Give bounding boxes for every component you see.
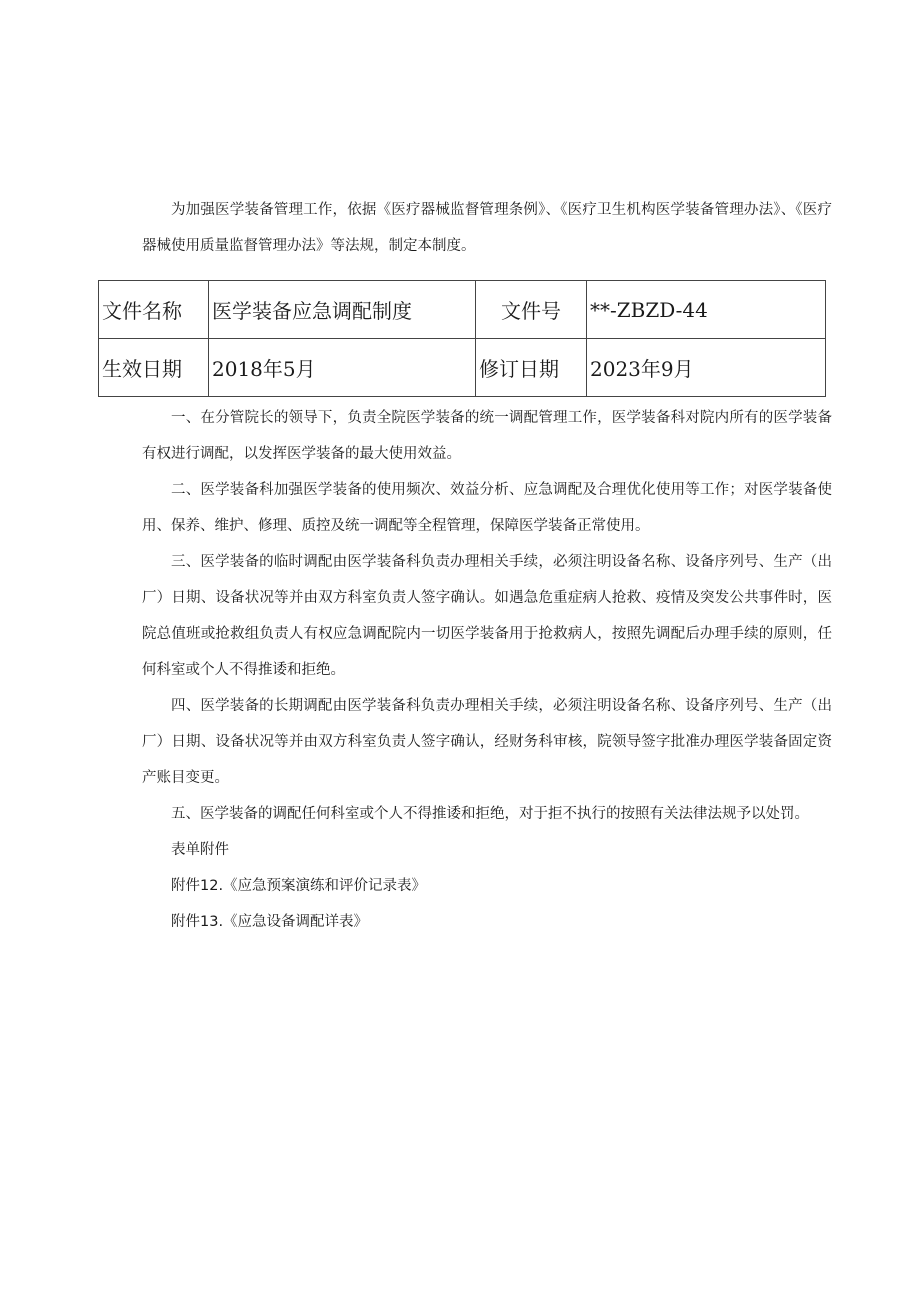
info-row-2 [99, 339, 826, 397]
attachment-item: 附件12.《应急预案演练和评价记录表》 [171, 878, 427, 894]
file-name-label: 文件名称 [99, 281, 209, 339]
attachment-item: 附件13.《应急设备调配详表》 [171, 914, 369, 930]
info-row-1 [99, 281, 826, 339]
revision-date-value: 2023年9月 [587, 339, 826, 397]
intro-paragraph: 为加强医学装备管理工作，依据《医疗器械监督管理条例》、《医疗卫生机构医学装备管理办法》、《医疗器械使用质量监督管理办法》等法规，制定本制度。 [142, 202, 832, 254]
clauses-section [142, 400, 832, 940]
effective-date-value: 2018年5月 [209, 339, 476, 397]
clause-1: 一、在分管院长的领导下，负责全院医学装备的统一调配管理工作，医学装备科对院内所有的医学装备有权进行调配，以发挥医学装备的最大使用效益。 [142, 410, 832, 462]
attachments-heading: 表单附件 [171, 842, 229, 858]
clause-3: 三、医学装备的临时调配由医学装备科负责办理相关手续，必须注明设备名称、设备序列号、生产（出厂）日期、设备状况等并由双方科室负责人签字确认。如遇急危重症病人抢救、疫情及突发公共事件时，医院总值班或抢救组负责人有权应急调配院内一切医学装备用于抢救病人，按照先调配后办理手续的原则，任何科室或个人不得推诿和拒绝。 [142, 554, 832, 678]
clause-4: 四、医学装备的长期调配由医学装备科负责办理相关手续，必须注明设备名称、设备序列号、生产（出厂）日期、设备状况等并由双方科室负责人签字确认，经财务科审核，院领导签字批准办理医学装备固定资产账目变更。 [142, 698, 832, 786]
revision-date-label: 修订日期 [476, 339, 587, 397]
file-number-value: **-ZBZD-44 [587, 281, 826, 339]
clause-2: 二、医学装备科加强医学装备的使用频次、效益分析、应急调配及合理优化使用等工作；对医学装备使用、保养、维护、修理、质控及统一调配等全程管理，保障医学装备正常使用。 [142, 482, 832, 534]
document-info-table [98, 280, 826, 397]
file-name-value: 医学装备应急调配制度 [209, 281, 476, 339]
effective-date-label: 生效日期 [99, 339, 209, 397]
file-number-label: 文件号 [476, 281, 587, 339]
clause-5: 五、医学装备的调配任何科室或个人不得推诿和拒绝，对于拒不执行的按照有关法律法规予以处罚。 [171, 806, 809, 822]
